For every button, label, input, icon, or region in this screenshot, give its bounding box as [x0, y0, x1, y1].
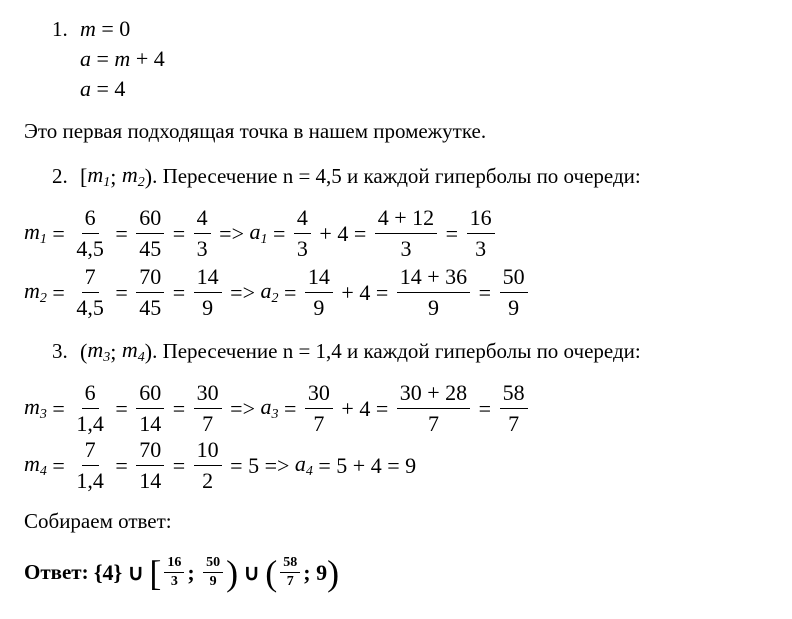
bracket: )	[226, 552, 239, 593]
math-text: ;	[187, 559, 201, 585]
math-text: =	[278, 395, 302, 421]
math-expression	[24, 263, 531, 322]
bracket: )	[327, 552, 340, 593]
bracket: [	[149, 552, 162, 593]
subscript: 1	[103, 175, 111, 190]
subscript: 4	[137, 350, 145, 365]
fraction	[136, 379, 164, 438]
math-variable: $m_1$	[87, 162, 111, 190]
math-variable: $m_3$	[24, 394, 47, 422]
math-variable: $m_3$	[87, 337, 111, 365]
denominator: 1,4	[76, 411, 104, 436]
subscript: 1	[39, 232, 47, 247]
denominator: 7	[202, 411, 214, 436]
numerator: 6	[82, 204, 99, 234]
math-variable: $a_3$	[260, 394, 279, 422]
fraction	[194, 436, 222, 495]
denominator: 9	[202, 295, 214, 320]
text: . Пересечение n = 4,5 и каждой гиперболы по очереди:	[152, 164, 641, 188]
math-expression	[80, 16, 130, 42]
math-text: = 4	[91, 76, 126, 101]
math-variable: m	[80, 16, 96, 41]
denominator: 7	[427, 411, 439, 436]
math-text: =	[167, 279, 191, 305]
math-text: ∪	[238, 559, 266, 585]
subscript: 3	[271, 407, 279, 422]
math-expression	[80, 76, 125, 102]
math-expression	[93, 552, 340, 593]
eq-m1	[24, 204, 498, 263]
denominator: 7	[508, 411, 520, 436]
fraction	[73, 263, 107, 322]
subscript: 2	[39, 291, 47, 306]
math-text: (	[80, 338, 88, 364]
fraction	[397, 263, 470, 322]
math-text: =	[167, 395, 191, 421]
math-text: + 4	[130, 46, 165, 71]
numerator: 7	[82, 436, 99, 466]
fraction	[280, 555, 300, 590]
denominator: 9	[427, 295, 439, 320]
eq-m4	[24, 436, 416, 495]
subscript: 2	[137, 175, 145, 190]
fraction	[305, 263, 333, 322]
math-text: =	[46, 279, 71, 305]
eq-m2	[24, 263, 531, 322]
denominator: 3	[170, 574, 178, 589]
numerator: 60	[136, 379, 164, 409]
denominator: 9	[313, 295, 325, 320]
numerator: 16	[467, 204, 495, 234]
denominator: 14	[139, 468, 162, 493]
math-text: =	[109, 452, 134, 478]
denominator: 1,4	[76, 468, 104, 493]
math-variable: a	[80, 46, 91, 71]
fraction	[136, 263, 164, 322]
math-variable: $m_1$	[24, 219, 47, 247]
math-text: =	[46, 452, 71, 478]
math-text: =	[46, 220, 71, 246]
numerator: 14	[305, 263, 333, 293]
fraction	[194, 204, 211, 263]
math-variable: $a_2$	[260, 278, 279, 306]
math-text: =	[109, 220, 134, 246]
subscript: 3	[103, 350, 111, 365]
math-text: + 4 =	[313, 220, 372, 246]
fraction	[136, 204, 164, 263]
numerator: 58	[500, 379, 528, 409]
math-text: = 5 + 4 = 9	[312, 452, 417, 478]
math-text: {4} ∪	[93, 559, 150, 585]
list-number: 2.	[52, 164, 68, 188]
math-variable: m	[114, 46, 131, 71]
fraction	[73, 379, 107, 438]
math-text: )	[144, 163, 153, 189]
denominator: 3	[475, 236, 487, 261]
denominator: 45	[139, 295, 162, 320]
denominator: 45	[139, 236, 162, 261]
denominator: 3	[296, 236, 308, 261]
numerator: 14	[194, 263, 222, 293]
math-text: =	[46, 395, 71, 421]
math-text: = 0	[95, 16, 131, 41]
list-number: 1.	[52, 16, 68, 41]
denominator: 9	[209, 574, 217, 589]
math-text: [	[80, 163, 88, 189]
denominator: 3	[196, 236, 208, 261]
text: . Пересечение n = 1,4 и каждой гиперболы по очереди:	[152, 339, 641, 363]
math-text: =>	[224, 279, 261, 305]
math-text: + 4 =	[335, 279, 394, 305]
eq-m3	[24, 379, 531, 438]
math-text: =	[440, 220, 464, 246]
math-text: =	[109, 395, 134, 421]
fraction	[500, 263, 528, 322]
fraction	[203, 555, 223, 590]
math-text: =	[167, 220, 191, 246]
fraction	[375, 204, 437, 263]
numerator: 30	[194, 379, 222, 409]
numerator: 60	[136, 204, 164, 234]
math-text: ;	[110, 338, 122, 364]
fraction	[500, 379, 528, 438]
math-expression	[80, 337, 152, 366]
denominator: 3	[400, 236, 412, 261]
math-text: =	[473, 395, 497, 421]
item-1	[52, 16, 130, 42]
answer	[24, 552, 340, 593]
text: Это первая подходящая точка в нашем промежутке.	[24, 119, 487, 143]
numerator: 7	[82, 263, 99, 293]
subscript: 1	[260, 232, 268, 247]
subscript: 2	[271, 291, 279, 306]
item-2	[52, 162, 641, 191]
numerator: 50	[500, 263, 528, 293]
eq-a-m4	[80, 46, 165, 72]
math-variable: $m_4$	[24, 451, 47, 479]
math-text: =>	[224, 395, 261, 421]
fraction	[467, 204, 495, 263]
math-text: =	[267, 220, 291, 246]
numerator: 50	[203, 555, 223, 573]
denominator: 4,5	[76, 236, 104, 261]
math-text: ; 9	[303, 559, 328, 585]
numerator: 4 + 12	[375, 204, 437, 234]
numerator: 58	[280, 555, 300, 573]
math-variable: $a_4$	[294, 451, 313, 479]
numerator: 70	[136, 436, 164, 466]
numerator: 6	[82, 379, 99, 409]
numerator: 30	[305, 379, 333, 409]
math-expression	[80, 46, 165, 72]
text-first-point	[24, 119, 486, 144]
fraction	[397, 379, 470, 438]
numerator: 30 + 28	[397, 379, 470, 409]
math-text: =	[167, 452, 191, 478]
denominator: 9	[508, 295, 520, 320]
fraction	[305, 379, 333, 438]
math-variable: $m_2$	[121, 162, 145, 190]
subscript: 4	[305, 464, 313, 479]
item-3	[52, 337, 641, 366]
fraction	[194, 263, 222, 322]
math-expression	[24, 379, 531, 438]
bracket: (	[265, 552, 278, 593]
subscript: 4	[39, 464, 47, 479]
math-variable: $m_4$	[121, 337, 145, 365]
fraction	[136, 436, 164, 495]
denominator: 2	[202, 468, 214, 493]
math-text: =	[473, 279, 497, 305]
math-variable: a	[80, 76, 91, 101]
fraction	[73, 204, 107, 263]
fraction	[73, 436, 107, 495]
text: Ответ:	[24, 560, 94, 584]
math-expression	[24, 436, 416, 495]
math-text: =	[91, 46, 115, 71]
list-number: 3.	[52, 339, 68, 363]
numerator: 16	[164, 555, 184, 573]
math-text: =	[109, 279, 134, 305]
math-text: = 5 =>	[224, 452, 295, 478]
numerator: 4	[294, 204, 311, 234]
fraction	[164, 555, 184, 590]
math-text: =	[278, 279, 302, 305]
subscript: 3	[39, 407, 47, 422]
math-text: )	[144, 338, 153, 364]
math-expression	[80, 162, 152, 191]
fraction	[194, 379, 222, 438]
text: Собираем ответ:	[24, 509, 172, 533]
math-text: =>	[213, 220, 250, 246]
math-expression	[24, 204, 498, 263]
math-variable: $a_1$	[249, 219, 268, 247]
denominator: 7	[286, 574, 294, 589]
numerator: 10	[194, 436, 222, 466]
math-text: ;	[110, 163, 122, 189]
denominator: 14	[139, 411, 162, 436]
math-text: + 4 =	[335, 395, 394, 421]
text-collect	[24, 509, 172, 534]
denominator: 7	[313, 411, 325, 436]
denominator: 4,5	[76, 295, 104, 320]
numerator: 70	[136, 263, 164, 293]
math-variable: $m_2$	[24, 278, 47, 306]
numerator: 4	[194, 204, 211, 234]
eq-a4	[80, 76, 125, 102]
numerator: 14 + 36	[397, 263, 470, 293]
fraction	[294, 204, 311, 263]
